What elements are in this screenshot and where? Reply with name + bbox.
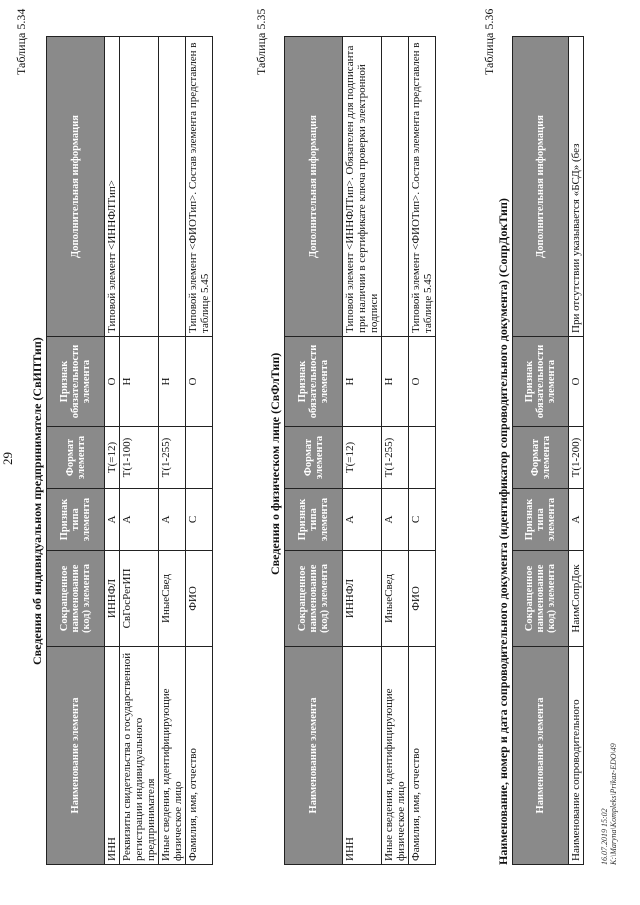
cell-code: НаимСопрДок (569, 551, 584, 647)
col-info: Дополнительная информация (285, 37, 343, 337)
cell-type: С (409, 489, 436, 551)
col-code: Сокращенное наименование (код) элемента (285, 551, 343, 647)
cell-code: СвГосРегИП (120, 551, 159, 647)
col-type: Признак типа элемента (47, 489, 105, 551)
stamp-path: K:\Maryna\Kompleks\Prikaz-EDO\49 (609, 743, 618, 865)
cell-type: А (343, 489, 382, 551)
table-label-5-35: Таблица 5.35 (254, 8, 268, 75)
table-title-5-35: Сведения о физическом лице (СвФлТип) (268, 352, 282, 575)
cell-type: А (159, 489, 186, 551)
cell-name: Иные сведения, идентифицирующие физическое лицо (159, 647, 186, 865)
cell-type: А (382, 489, 409, 551)
cell-required: О (105, 337, 120, 427)
col-required: Признак обязательности элемента (47, 337, 105, 427)
cell-type: А (105, 489, 120, 551)
table-label-5-34: Таблица 5.34 (14, 8, 28, 75)
col-required: Признак обязательности элемента (285, 337, 343, 427)
table-row (159, 37, 186, 865)
cell-code: ИННФЛ (105, 551, 120, 647)
cell-name: Иные сведения, идентифицирующие физическое лицо (382, 647, 409, 865)
cell-format: T(=12) (105, 427, 120, 489)
cell-required: Н (159, 337, 186, 427)
cell-required: О (186, 337, 213, 427)
cell-required: Н (120, 337, 159, 427)
cell-code: ИныеСвед (382, 551, 409, 647)
col-name: Наименование элемента (513, 647, 569, 865)
cell-required: Н (382, 337, 409, 427)
cell-format (186, 427, 213, 489)
col-info: Дополнительная информация (47, 37, 105, 337)
table-row (120, 37, 159, 865)
cell-info: При отсутствии указывается «БСД» (без (569, 37, 584, 337)
cell-code: ФИО (409, 551, 436, 647)
cell-required: О (409, 337, 436, 427)
col-format: Формат элемента (285, 427, 343, 489)
cell-info (159, 37, 186, 337)
table-row (382, 37, 409, 865)
cell-type: С (186, 489, 213, 551)
col-name: Наименование элемента (47, 647, 105, 865)
cell-required: О (569, 337, 584, 427)
cell-format: T(1-100) (120, 427, 159, 489)
table-title-5-34: Сведения об индивидуальном предпринимателе (СвИПТип) (30, 337, 44, 665)
cell-info (382, 37, 409, 337)
cell-format: T(1-255) (159, 427, 186, 489)
cell-info (120, 37, 159, 337)
page-number: 29 (0, 452, 15, 465)
col-required: Признак обязательности элемента (513, 337, 569, 427)
cell-format: T(1-200) (569, 427, 584, 489)
stamp-date: 16.07.2019 15:02 (600, 808, 609, 865)
cell-code: ИныеСвед (159, 551, 186, 647)
cell-name: Наименование сопроводительного (569, 647, 584, 865)
table-5-35 (284, 36, 436, 865)
cell-type: А (120, 489, 159, 551)
cell-name: Фамилия, имя, отчество (186, 647, 213, 865)
table-5-34 (46, 36, 213, 865)
col-name: Наименование элемента (285, 647, 343, 865)
table-title-5-36: Наименование, номер и дата сопроводительного документа (идентификатор сопроводительного документа) (СопрДокТип) (496, 198, 510, 865)
table-row (569, 37, 584, 865)
cell-name: ИНН (105, 647, 120, 865)
table-label-5-36: Таблица 5.36 (482, 8, 496, 75)
cell-info: Типовой элемент <ФИОТип>. Состав элемента представлен в таблице 5.45 (409, 37, 436, 337)
col-format: Формат элемента (513, 427, 569, 489)
cell-type: А (569, 489, 584, 551)
table-row (343, 37, 382, 865)
cell-format: T(=12) (343, 427, 382, 489)
cell-required: Н (343, 337, 382, 427)
cell-format: T(1-255) (382, 427, 409, 489)
cell-name: ИНН (343, 647, 382, 865)
table-row (105, 37, 120, 865)
cell-info: Типовой элемент <ИННФЛТип> (105, 37, 120, 337)
table-row (186, 37, 213, 865)
table-row (409, 37, 436, 865)
cell-format (409, 427, 436, 489)
col-info: Дополнительная информация (513, 37, 569, 337)
cell-code: ИННФЛ (343, 551, 382, 647)
cell-name: Фамилия, имя, отчество (409, 647, 436, 865)
print-stamp (600, 743, 618, 865)
col-type: Признак типа элемента (513, 489, 569, 551)
cell-info: Типовой элемент <ФИОТип>. Состав элемента представлен в таблице 5.45 (186, 37, 213, 337)
cell-code: ФИО (186, 551, 213, 647)
col-type: Признак типа элемента (285, 489, 343, 551)
col-code: Сокращенное наименование (код) элемента (47, 551, 105, 647)
cell-info: Типовой элемент <ИННФЛТип>. Обязателен для подписанта при наличии в сертификате ключа проверки электронной подписи (343, 37, 382, 337)
cell-name: Реквизиты свидетельства о государственной регистрации индивидуального предпринимателя (120, 647, 159, 865)
col-code: Сокращенное наименование (код) элемента (513, 551, 569, 647)
col-format: Формат элемента (47, 427, 105, 489)
table-5-36 (512, 36, 584, 865)
